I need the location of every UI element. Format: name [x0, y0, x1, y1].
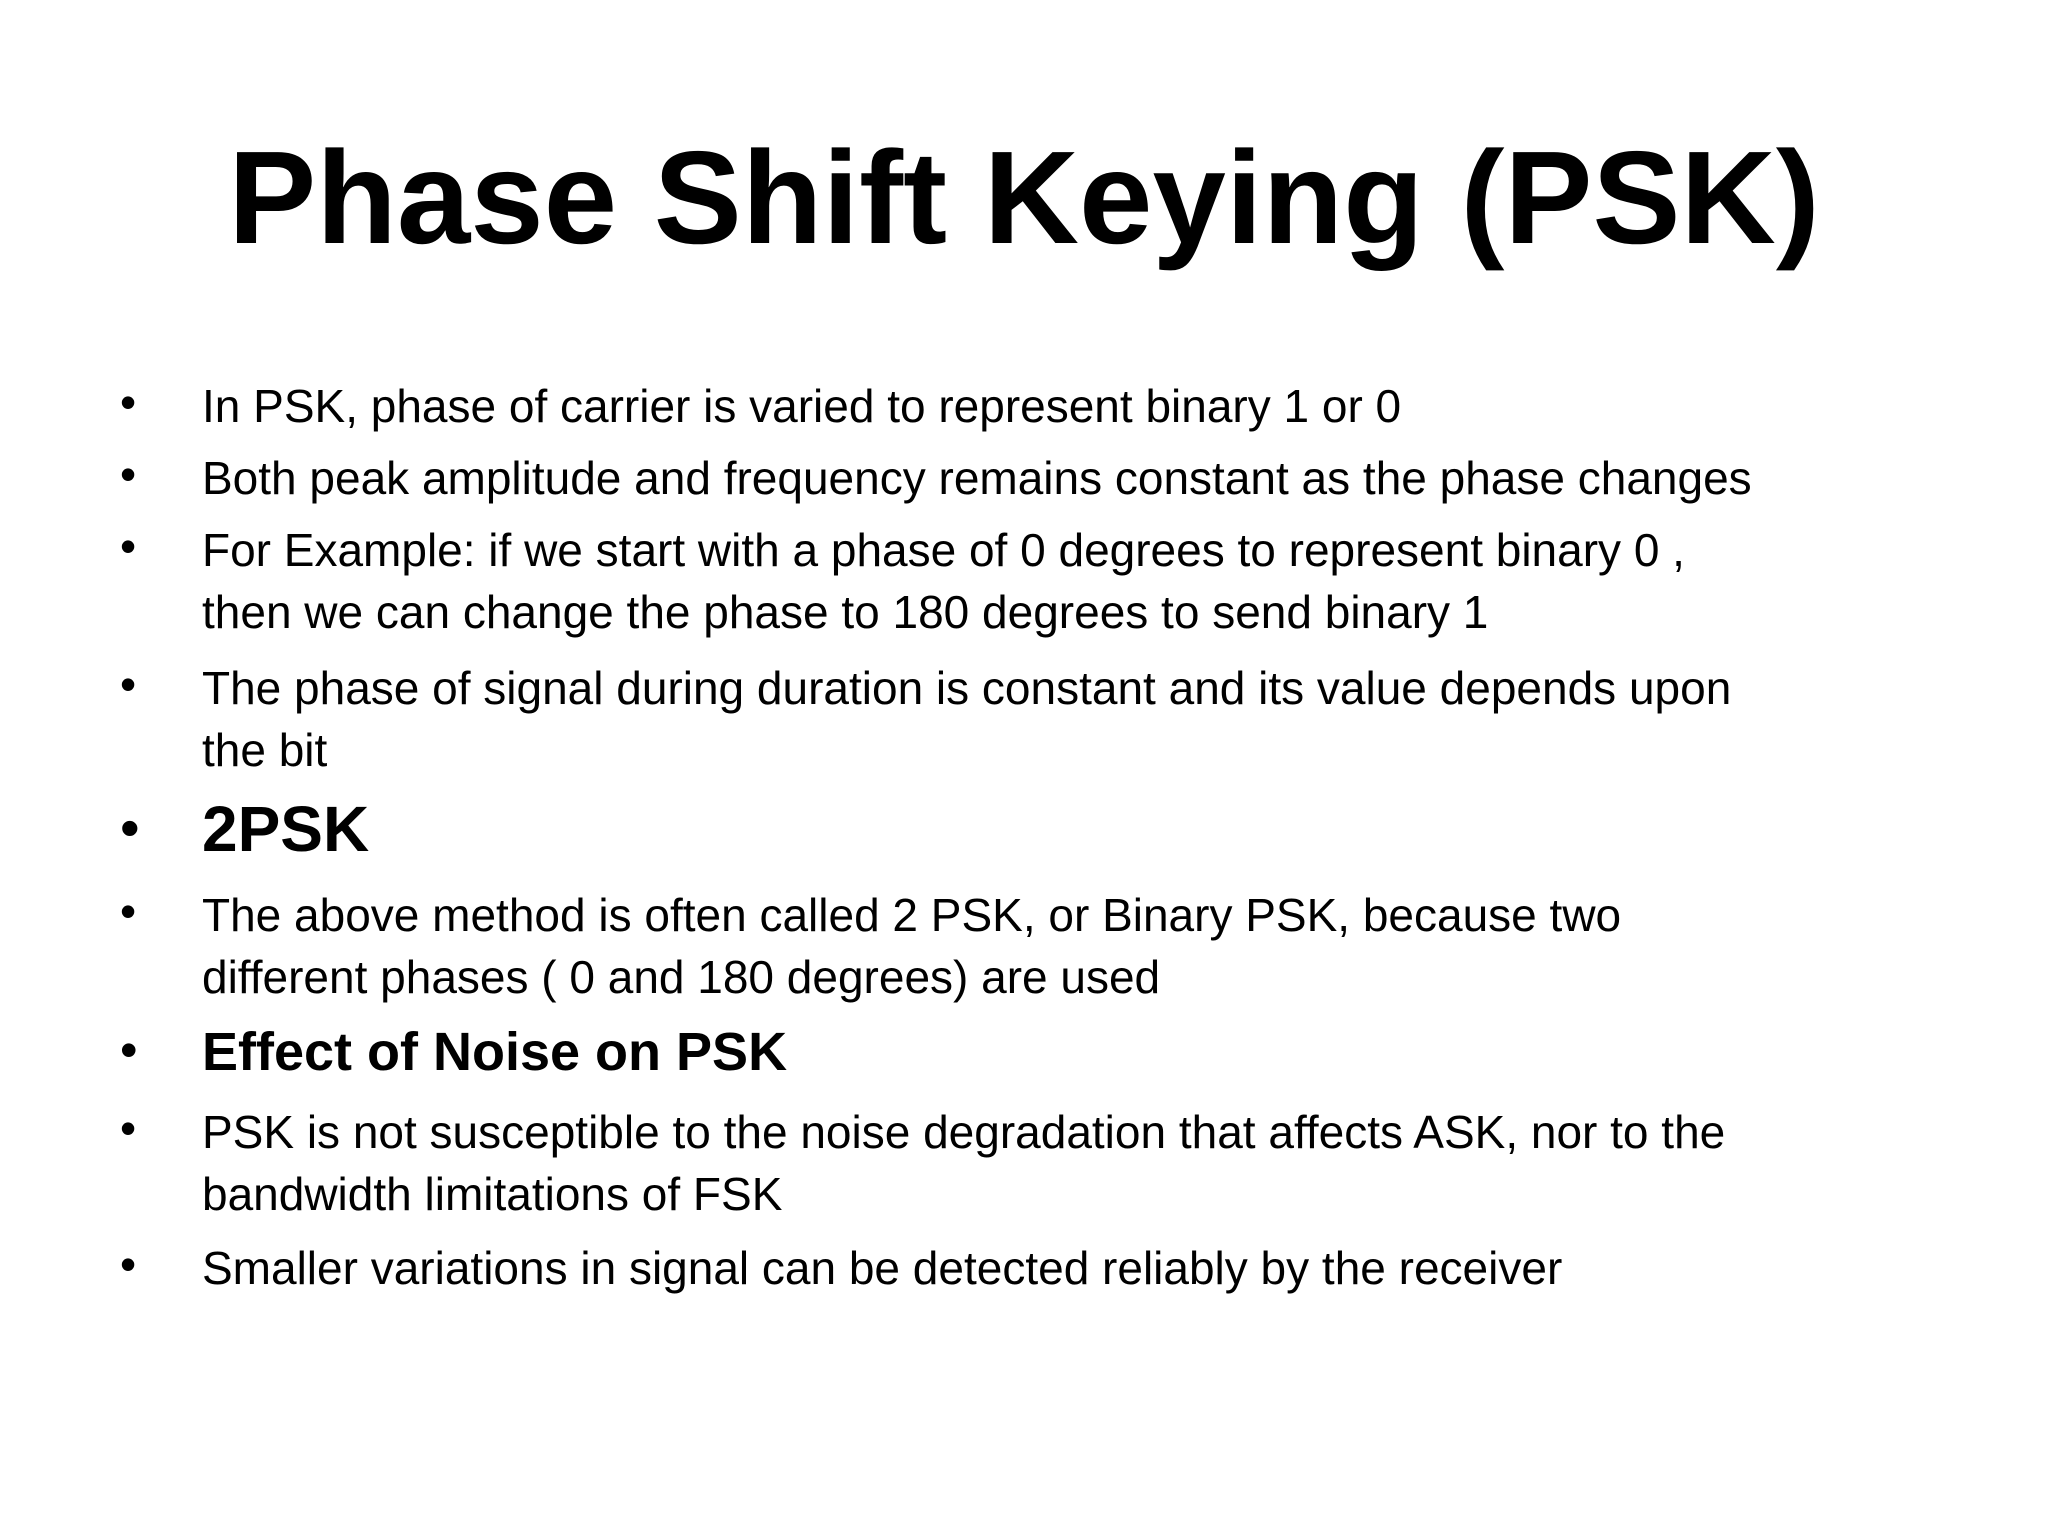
bullet-text: The above method is often called 2 PSK, or Binary PSK, because two different phases ( 0 and 180 degrees) are used — [202, 889, 1622, 1003]
bullet-icon: • — [120, 796, 140, 859]
bullet-text: Smaller variations in signal can be detected reliably by the receiver — [202, 1242, 1563, 1294]
bullet-text: PSK is not susceptible to the noise degradation that affects ASK, nor to the bandwidth limitations of FSK — [202, 1106, 1726, 1220]
bullet-icon: • — [120, 1102, 137, 1154]
bullet-icon: • — [120, 376, 137, 428]
bullet-icon: • — [120, 658, 137, 710]
slide-title: Phase Shift Keying (PSK) — [228, 124, 1820, 271]
bullet-icon: • — [120, 1022, 138, 1078]
bullet-icon: • — [120, 520, 137, 572]
bullet-icon: • — [120, 448, 137, 500]
bullet-icon: • — [120, 1238, 137, 1290]
bullet-text: In PSK, phase of carrier is varied to represent binary 1 or 0 — [202, 380, 1402, 432]
bullet-icon: • — [120, 885, 137, 937]
bullet-text: For Example: if we start with a phase of 0 degrees to represent binary 0 , then we can change the phase to 180 degrees to send binary 1 — [202, 524, 1685, 638]
bullet-text: Effect of Noise on PSK — [202, 1022, 788, 1082]
bullet-text: The phase of signal during duration is constant and its value depends upon the bit — [202, 662, 1732, 776]
bullet-text: 2PSK — [202, 793, 370, 865]
bullet-text: Both peak amplitude and frequency remains constant as the phase changes — [202, 452, 1752, 504]
